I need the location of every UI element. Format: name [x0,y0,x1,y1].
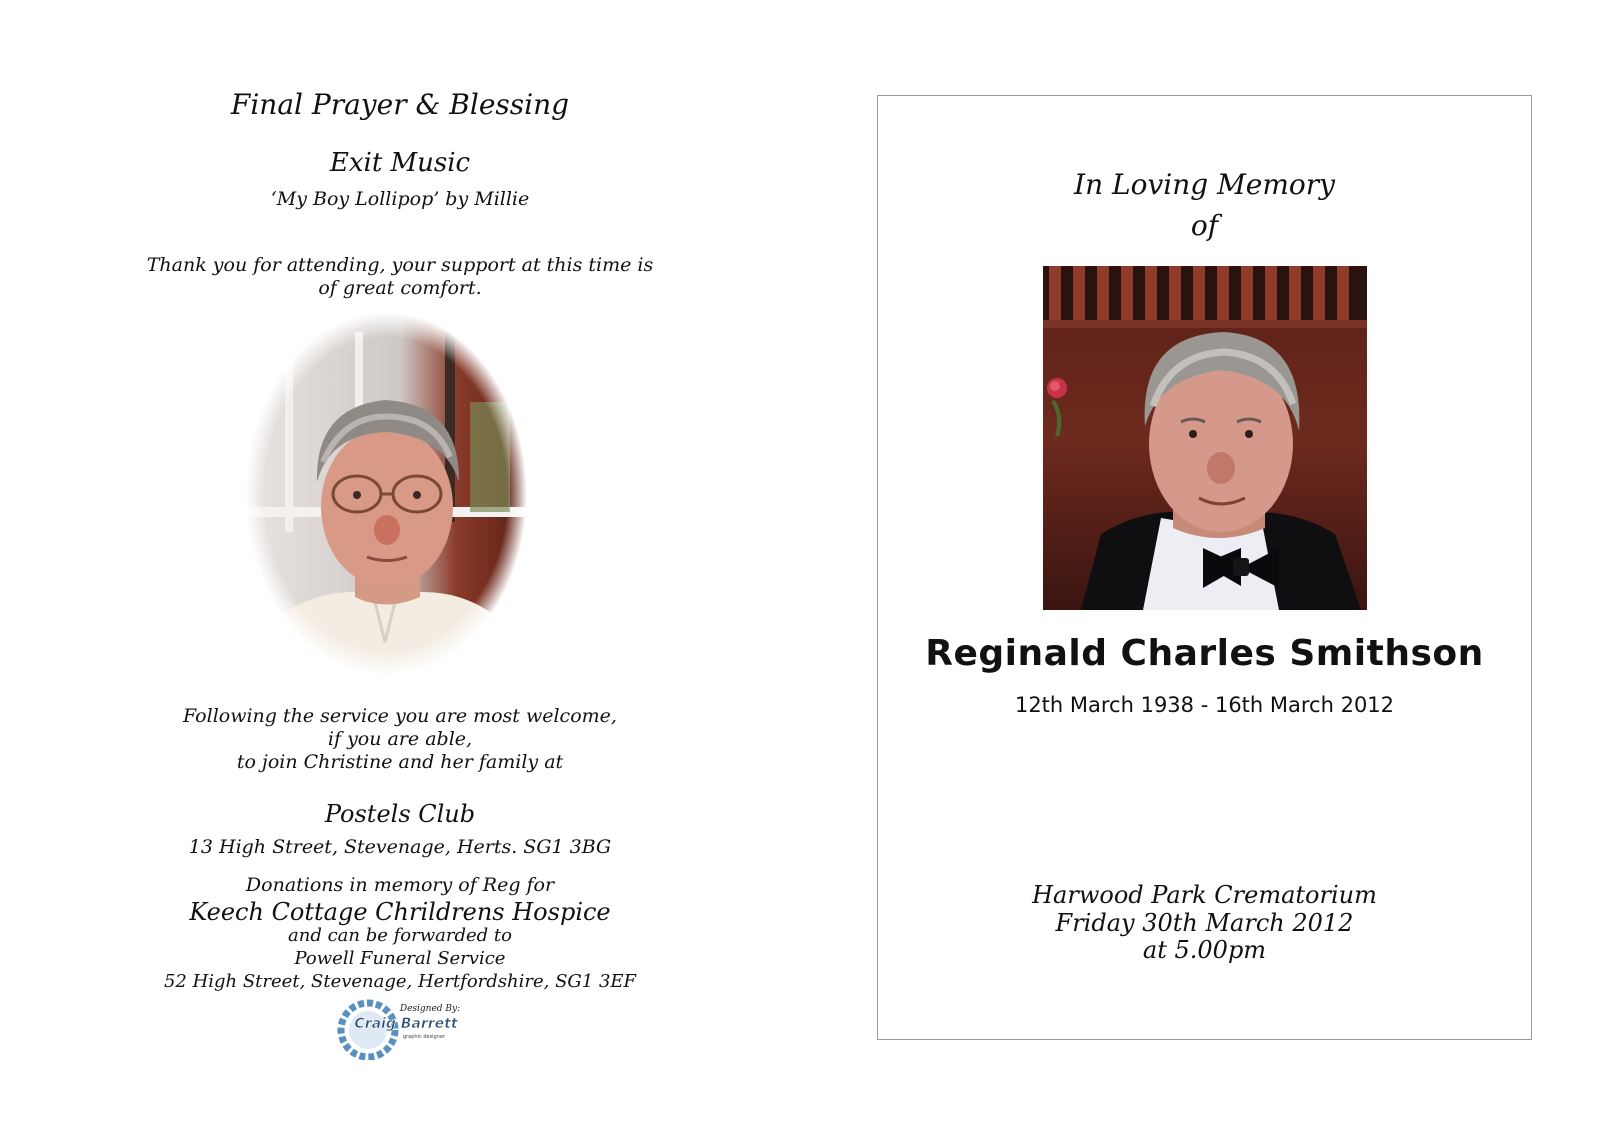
exit-music-heading: Exit Music [329,148,471,178]
service-venue: Harwood Park Crematorium [1032,881,1377,909]
charity-name: Keech Cottage Chrildrens Hospice [189,898,611,926]
thank-you-message [80,254,720,300]
cover-portrait-photo [1043,266,1367,610]
thank-you-line: of great comfort. [318,277,482,299]
exit-music-song: ‘My Boy Lollipop’ by Millie [270,188,530,210]
logo-line-2: Craig Barrett [354,1016,458,1032]
memory-of-word: of [1190,209,1219,242]
life-dates: 12th March 1938 - 16th March 2012 [1014,693,1395,717]
final-prayer-heading: Final Prayer & Blessing [230,88,570,121]
donations-line: 52 High Street, Stevenage, Hertfordshire, SG1 3EF [163,971,637,992]
logo-line-1: Designed By: [399,1004,461,1014]
invitation-line: to join Christine and her family at [236,751,564,773]
service-time: at 5.00pm [1142,936,1267,964]
cover-page-frame [877,95,1532,1040]
donations-line: and can be forwarded to [288,925,512,946]
invitation-line: Following the service you are most welcome, [183,705,617,727]
reception-venue-address: 13 High Street, Stevenage, Herts. SG1 3BG [188,836,612,858]
in-loving-memory-heading: In Loving Memory [1074,168,1335,201]
donations-intro: Donations in memory of Reg for [245,874,555,896]
reception-venue-name: Postels Club [324,800,476,828]
oval-portrait-photo [245,312,527,676]
service-date: Friday 30th March 2012 [1055,909,1354,937]
reception-invitation [80,705,720,774]
deceased-name: Reginald Charles Smithson [925,633,1484,674]
invitation-line: if you are able, [327,728,473,750]
donations-line: Powell Funeral Service [294,948,506,969]
donations-details [80,924,720,993]
thank-you-line: Thank you for attending, your support at this time is [146,254,654,276]
logo-line-3: graphic designer [402,1034,446,1040]
designer-logo [334,998,466,1060]
